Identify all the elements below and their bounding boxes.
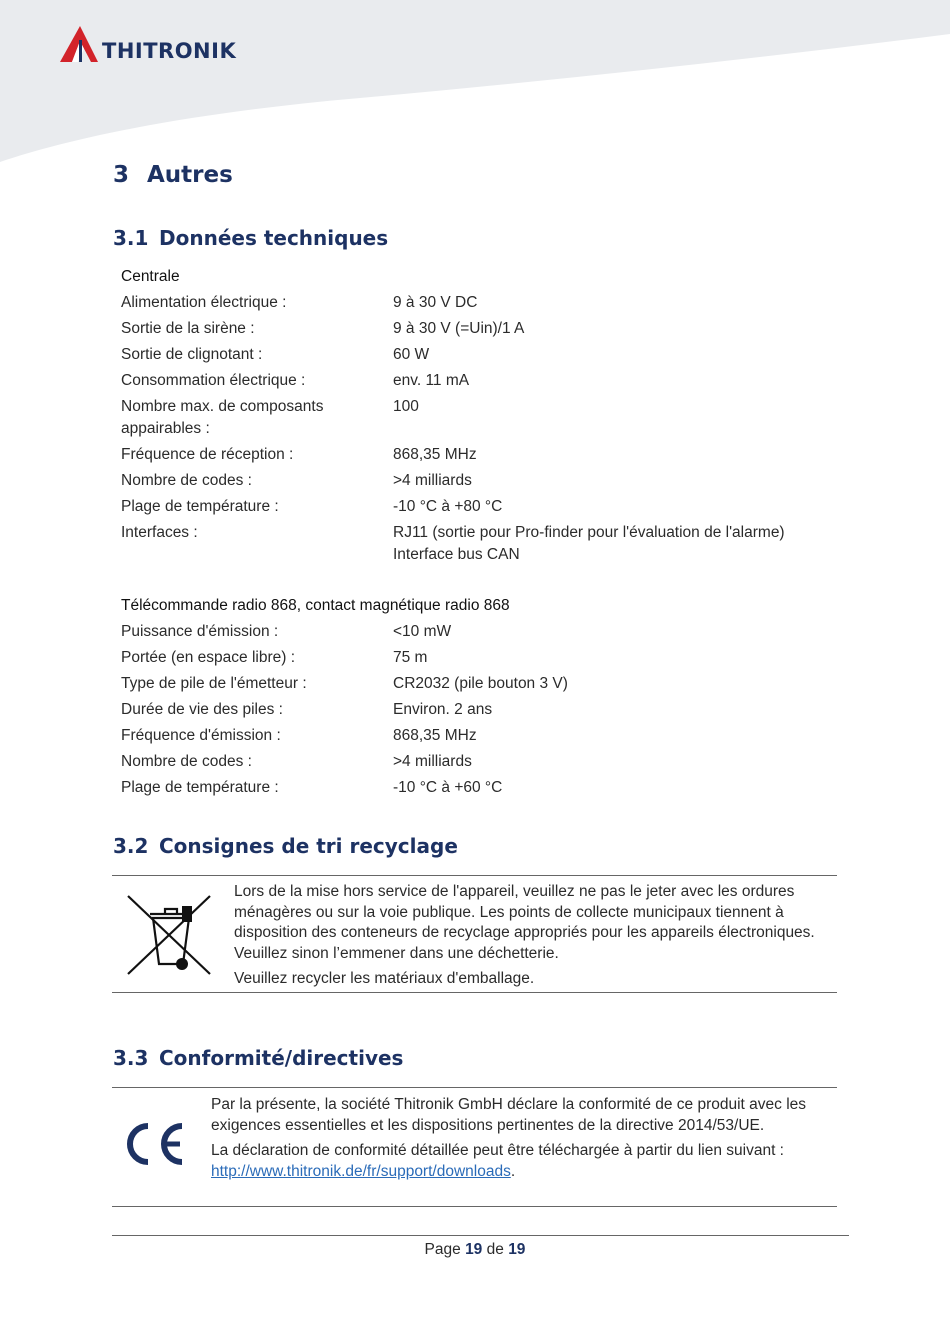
page-footer [0, 1241, 950, 1259]
page-label: Page [424, 1241, 461, 1258]
recycling-number: 3.2 [113, 834, 149, 858]
spec-key: Fréquence d'émission : [121, 727, 281, 744]
conformity-title: Conformité/directives [159, 1046, 404, 1070]
recycling-packaging-note: Veuillez recycler les matériaux d'emballage. [234, 970, 535, 987]
spec-value [393, 520, 823, 568]
spec-value: >4 milliards [393, 753, 472, 770]
conformity-download-note [211, 1141, 831, 1182]
spec-key: Type de pile de l'émetteur : [121, 675, 307, 692]
spec-row [121, 520, 823, 568]
spec-key: Plage de température : [121, 498, 279, 515]
spec-key: Nombre max. de composants appairables : [121, 398, 324, 437]
spec-row [121, 671, 823, 697]
downloads-link[interactable]: http://www.thitronik.de/fr/support/downloads [211, 1162, 511, 1180]
spec-value: 9 à 30 V DC [393, 294, 478, 311]
tech-title: Données techniques [159, 226, 389, 250]
section-number: 3 [113, 162, 130, 188]
conformity-heading [113, 1046, 403, 1070]
spec-value: 868,35 MHz [393, 727, 477, 744]
spec-value: -10 °C à +60 °C [393, 779, 503, 796]
ce-mark-icon [122, 1122, 186, 1166]
download-note-period: . [510, 1162, 516, 1180]
spec-key: Sortie de clignotant : [121, 346, 263, 363]
spec-row [121, 619, 823, 645]
spec-value: 868,35 MHz [393, 446, 477, 463]
weee-crossed-bin-icon [126, 894, 212, 976]
conformity-number: 3.3 [113, 1046, 149, 1070]
spec-key: Nombre de codes : [121, 472, 252, 489]
section-heading [113, 162, 233, 188]
page-total: 19 [508, 1241, 526, 1258]
tech-number: 3.1 [113, 226, 149, 250]
spec-row [121, 316, 823, 342]
tech-heading [113, 226, 388, 250]
remote-title: Télécommande radio 868, contact magnétique radio 868 [121, 597, 510, 614]
brand-name: THITRONIK [102, 39, 237, 63]
spec-value: -10 °C à +80 °C [393, 498, 503, 515]
section-title: Autres [147, 162, 233, 188]
spec-row [121, 697, 823, 723]
spec-key: Portée (en espace libre) : [121, 649, 296, 666]
recycling-heading [113, 834, 458, 858]
remote-specs [121, 593, 823, 801]
spec-row [121, 442, 823, 468]
brand-logo [58, 24, 236, 64]
spec-value: 75 m [393, 649, 428, 666]
centrale-title: Centrale [121, 268, 180, 285]
spec-value-line: RJ11 (sortie pour Pro-finder pour l'évaluation de l'alarme) [393, 524, 785, 541]
spec-row [121, 342, 823, 368]
spec-value: 60 W [393, 346, 430, 363]
page-of-label: de [486, 1241, 504, 1258]
spec-value: Environ. 2 ans [393, 701, 493, 718]
spec-row [121, 645, 823, 671]
spec-row [121, 468, 823, 494]
download-note-text: La déclaration de conformité détaillée peut être téléchargée à partir du lien suivant : [211, 1142, 784, 1159]
spec-value: <10 mW [393, 623, 452, 640]
spec-value: CR2032 (pile bouton 3 V) [393, 675, 568, 692]
spec-key: Alimentation électrique : [121, 294, 287, 311]
spec-key: Fréquence de réception : [121, 446, 294, 463]
spec-key: Durée de vie des piles : [121, 701, 283, 718]
spec-key: Nombre de codes : [121, 753, 252, 770]
spec-row [121, 494, 823, 520]
conformity-paragraph: Par la présente, la société Thitronik GmbH déclare la conformité de ce produit avec les exigences essentielles et les dispositions pertinentes de la directive 2014/53/UE. [211, 1096, 807, 1134]
recycling-title: Consignes de tri recyclage [159, 834, 458, 858]
spec-key: Consommation électrique : [121, 372, 306, 389]
spec-row [121, 775, 823, 801]
conformity-box [112, 1087, 837, 1207]
spec-value: 100 [393, 398, 419, 415]
centrale-specs [121, 264, 823, 568]
spec-value: >4 milliards [393, 472, 472, 489]
spec-key: Plage de température : [121, 779, 279, 796]
logo-mark-icon [58, 24, 100, 64]
spec-row [121, 368, 823, 394]
spec-key: Sortie de la sirène : [121, 320, 255, 337]
spec-key: Interfaces : [121, 524, 198, 541]
spec-row [121, 749, 823, 775]
spec-value-line: Interface bus CAN [393, 546, 520, 563]
spec-row [121, 290, 823, 316]
spec-row [121, 394, 823, 442]
recycling-box [112, 875, 837, 993]
page-number: 19 [465, 1241, 483, 1258]
spec-row [121, 723, 823, 749]
recycling-paragraph: Lors de la mise hors service de l'appareil, veuillez ne pas le jeter avec les ordures ménagères ou sur la voie publique. Les points de collecte municipaux tiennent à disposition des conteneurs de recyclage appropriés pour les appareils électroniques. Veuillez sinon l’emmener dans une déchetterie. [234, 883, 815, 962]
footer-divider [112, 1235, 849, 1236]
spec-value: 9 à 30 V (=Uin)/1 A [393, 320, 525, 337]
spec-key: Puissance d'émission : [121, 623, 279, 640]
spec-value: env. 11 mA [393, 372, 470, 389]
